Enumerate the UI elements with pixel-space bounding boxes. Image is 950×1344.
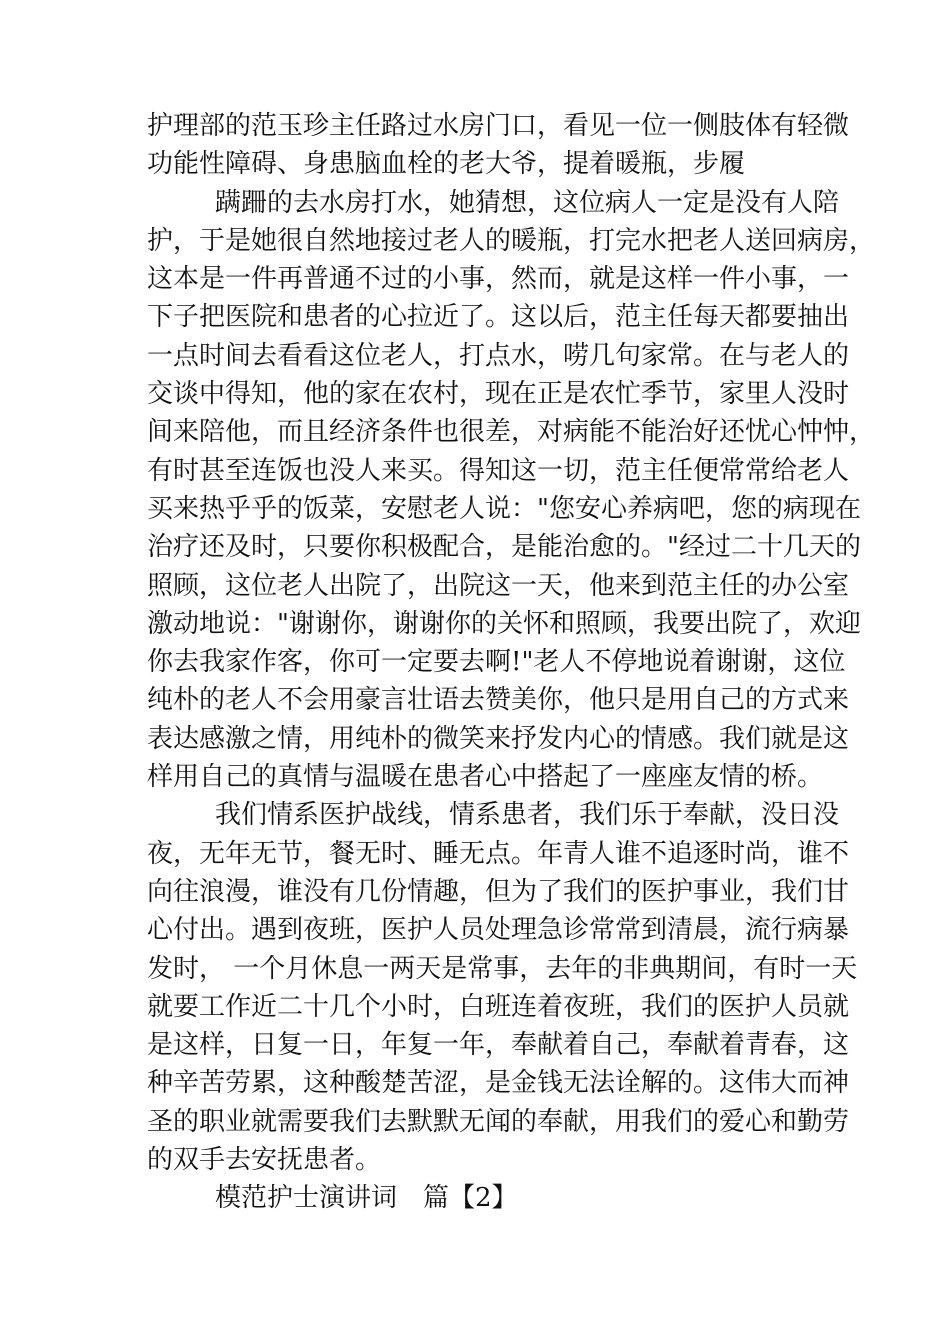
text-line: 样用自己的真情与温暖在患者心中搭起了一座座友情的桥。 — [147, 762, 824, 793]
text-line: 夜，无年无节，餐无时、睡无点。年青人谁不追逐时尚，谁不 — [147, 838, 850, 869]
text-line: 是这样，日复一日，年复一年，奉献着自己，奉献着青春，这 — [147, 1030, 850, 1061]
text-line: 激动地说："谢谢你，谢谢你的关怀和照顾，我要出院了，欢迎 — [147, 608, 861, 639]
text-line: 交谈中得知，他的家在农村，现在正是农忙季节，家里人没时 — [147, 379, 850, 410]
paragraph-2 — [147, 184, 876, 797]
text-line: 的双手去安抚患者。 — [147, 1145, 382, 1176]
paragraph-1 — [147, 107, 850, 184]
text-line: 护理部的范玉珍主任路过水房门口，看见一位一侧肢体有轻微 — [147, 111, 850, 141]
text-line: 向往浪漫，谁没有几份情趣，但为了我们的医护事业，我们甘 — [147, 876, 850, 907]
text-line: 有时甚至连饭也没人来买。得知这一切，范主任便常常给老人 — [147, 455, 850, 486]
text-line: 我们情系医护战线，情系患者，我们乐于奉献，没日没 — [215, 800, 840, 831]
text-line: 照顾，这位老人出院了，出院这一天，他来到范主任的办公室 — [147, 570, 850, 601]
text-line: 蹒跚的去水房打水，她猜想，这位病人一定是没有人陪 — [215, 187, 840, 218]
text-line: 治疗还及时，只要你积极配合，是能治愈的。"经过二十几天的 — [147, 532, 861, 563]
paragraph-3 — [147, 796, 858, 1179]
text-line: 下子把医院和患者的心拉近了。这以后，范主任每天都要抽出 — [147, 302, 850, 333]
text-line: 功能性障碍、身患脑血栓的老大爷，提着暖瓶，步履 — [147, 149, 746, 180]
text-line: 就要工作近二十几个小时，白班连着夜班，我们的医护人员就 — [147, 991, 850, 1022]
text-line: 一点时间去看看这位老人，打点水，唠几句家常。在与老人的 — [147, 340, 850, 371]
text-line: 纯朴的老人不会用豪言壮语去赞美你，他只是用自己的方式来 — [147, 685, 850, 716]
document-body — [147, 107, 876, 1218]
text-line: 买来热乎乎的饭菜，安慰老人说："您安心养病吧，您的病现在 — [147, 493, 861, 524]
text-line: 间来陪他，而且经济条件也很差，对病能不能治好还忧心忡忡， — [147, 417, 876, 448]
text-line: 种辛苦劳累，这种酸楚苦涩，是金钱无法诠解的。这伟大而神 — [147, 1068, 850, 1099]
section-heading-block — [147, 1179, 807, 1217]
text-line: 心付出。遇到夜班，医护人员处理急诊常常到清晨，流行病暴 — [147, 915, 850, 946]
text-line: 你去我家作客，你可一定要去啊!"老人不停地说着谢谢，这位 — [147, 647, 846, 678]
text-line: 护，于是她很自然地接过老人的暖瓶，打完水把老人送回病房， — [147, 225, 876, 256]
section-heading: 模范护士演讲词 篇【2】 — [215, 1183, 518, 1214]
text-line: 圣的职业就需要我们去默默无闻的奉献，用我们的爱心和勤劳 — [147, 1106, 850, 1137]
text-line: 发时， 一个月休息一两天是常事，去年的非典期间，有时一天 — [147, 953, 858, 984]
text-line: 表达感激之情，用纯朴的微笑来抒发内心的情感。我们就是这 — [147, 723, 850, 754]
text-line: 这本是一件再普通不过的小事，然而，就是这样一件小事，一 — [147, 264, 850, 295]
